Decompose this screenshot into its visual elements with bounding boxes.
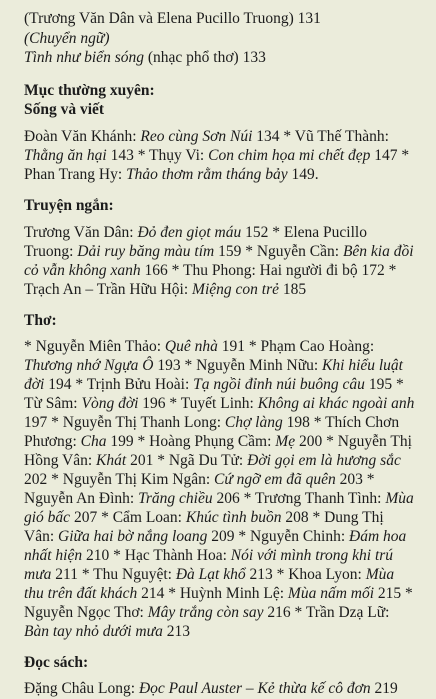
tho-line-8: 202 * Nguyễn Thị Kim Ngân: Cứ ngỡ em đã quên 203 * [24,471,375,488]
truyen-line-3: cỏ vẫn không xanh 166 * Thu Phong: Hai người đi bộ 172 * [24,262,397,279]
muc-line-3: Phan Trang Hy: Thảo thơm rằm tháng bảy 149. [24,166,319,183]
subsection-heading-song-va-viet: Sống và viết [24,101,105,118]
intro-line-2: (Chuyển ngữ) [24,30,110,47]
tho-line-3: đời 194 * Trịnh Bửu Hoài: Tạ ngồi đỉnh núi buông câu 195 * [24,376,404,393]
tho-line-15: Nguyễn Ngọc Thơ: Mây trắng còn say 216 * Trần Dzạ Lữ: [24,604,390,621]
intro-line-3: Tình như biển sóng (nhạc phổ thơ) 133 [24,49,266,66]
truyen-line-2: Truong: Dải ruy băng màu tím 159 * Nguyễn Cần: Bên kia đồi [24,243,414,260]
intro-line-1: (Trương Văn Dân và Elena Pucillo Truong) 131 [24,10,321,27]
section-heading-muc-thuong-xuyen: Mục thường xuyên: [24,82,155,99]
doc-line-1: Đặng Châu Long: Đọc Paul Auster – Kẻ thừa kế cô đơn 219 [24,680,398,697]
tho-line-5: 197 * Nguyễn Thị Thanh Long: Chợ làng 198 * Thích Chơn [24,414,400,431]
tho-line-1: * Nguyễn Miên Thảo: Quê nhà 191 * Phạm Cao Hoàng: [24,338,375,355]
truyen-line-1: Trương Văn Dân: Đỏ đen giọt máu 152 * Elena Pucillo [24,224,367,241]
section-heading-tho: Thơ: [24,312,57,329]
tho-line-2: Thương nhớ Ngựa Ô 193 * Nguyễn Minh Nữu: Khi hiểu luật [24,357,403,374]
section-heading-truyen-ngan: Truyện ngắn: [24,197,114,214]
tho-line-4: Từ Sâm: Vòng đời 196 * Tuyết Linh: Không ai khác ngoài anh [24,395,415,412]
tho-line-14: thu trên đất khách 214 * Huỳnh Minh Lệ: Mùa nấm mối 215 * [24,585,413,602]
muc-line-1: Đoàn Văn Khánh: Reo cùng Sơn Núi 134 * Vũ Thế Thành: [24,128,389,145]
tho-line-13: mưa 211 * Thu Nguyệt: Đà Lạt khổ 213 * Khoa Lyon: Mùa [24,566,395,583]
muc-line-2: Thằng ăn hại 143 * Thụy Vi: Con chim họa mi chết đẹp 147 * [24,147,410,164]
tho-line-9: Nguyễn An Đình: Trăng chiều 206 * Trương Thanh Tình: Mùa [24,490,414,507]
tho-line-16: Bàn tay nhỏ dưới mưa 213 [24,623,190,640]
truyen-line-4: Trạch An – Trần Hữu Hội: Miệng con trẻ 185 [24,281,307,298]
tho-line-11: Vân: Giữa hai bờ nắng loang 209 * Nguyễn Chinh: Đám hoa [24,528,407,545]
tho-line-6: Phương: Cha 199 * Hoàng Phụng Cầm: Mẹ 200 * Nguyễn Thị [24,433,412,450]
tho-line-12: nhất hiện 210 * Hạc Thành Hoa: Nói với mình trong khi trú [24,547,394,564]
tho-line-10: gió bấc 207 * Cẩm Loan: Khúc tình buồn 208 * Dung Thị [24,509,384,526]
tho-line-7: Hồng Vân: Khát 201 * Ngã Du Tử: Đời gọi em là hương sắc [24,452,401,469]
section-heading-doc-sach: Đọc sách: [24,654,89,671]
